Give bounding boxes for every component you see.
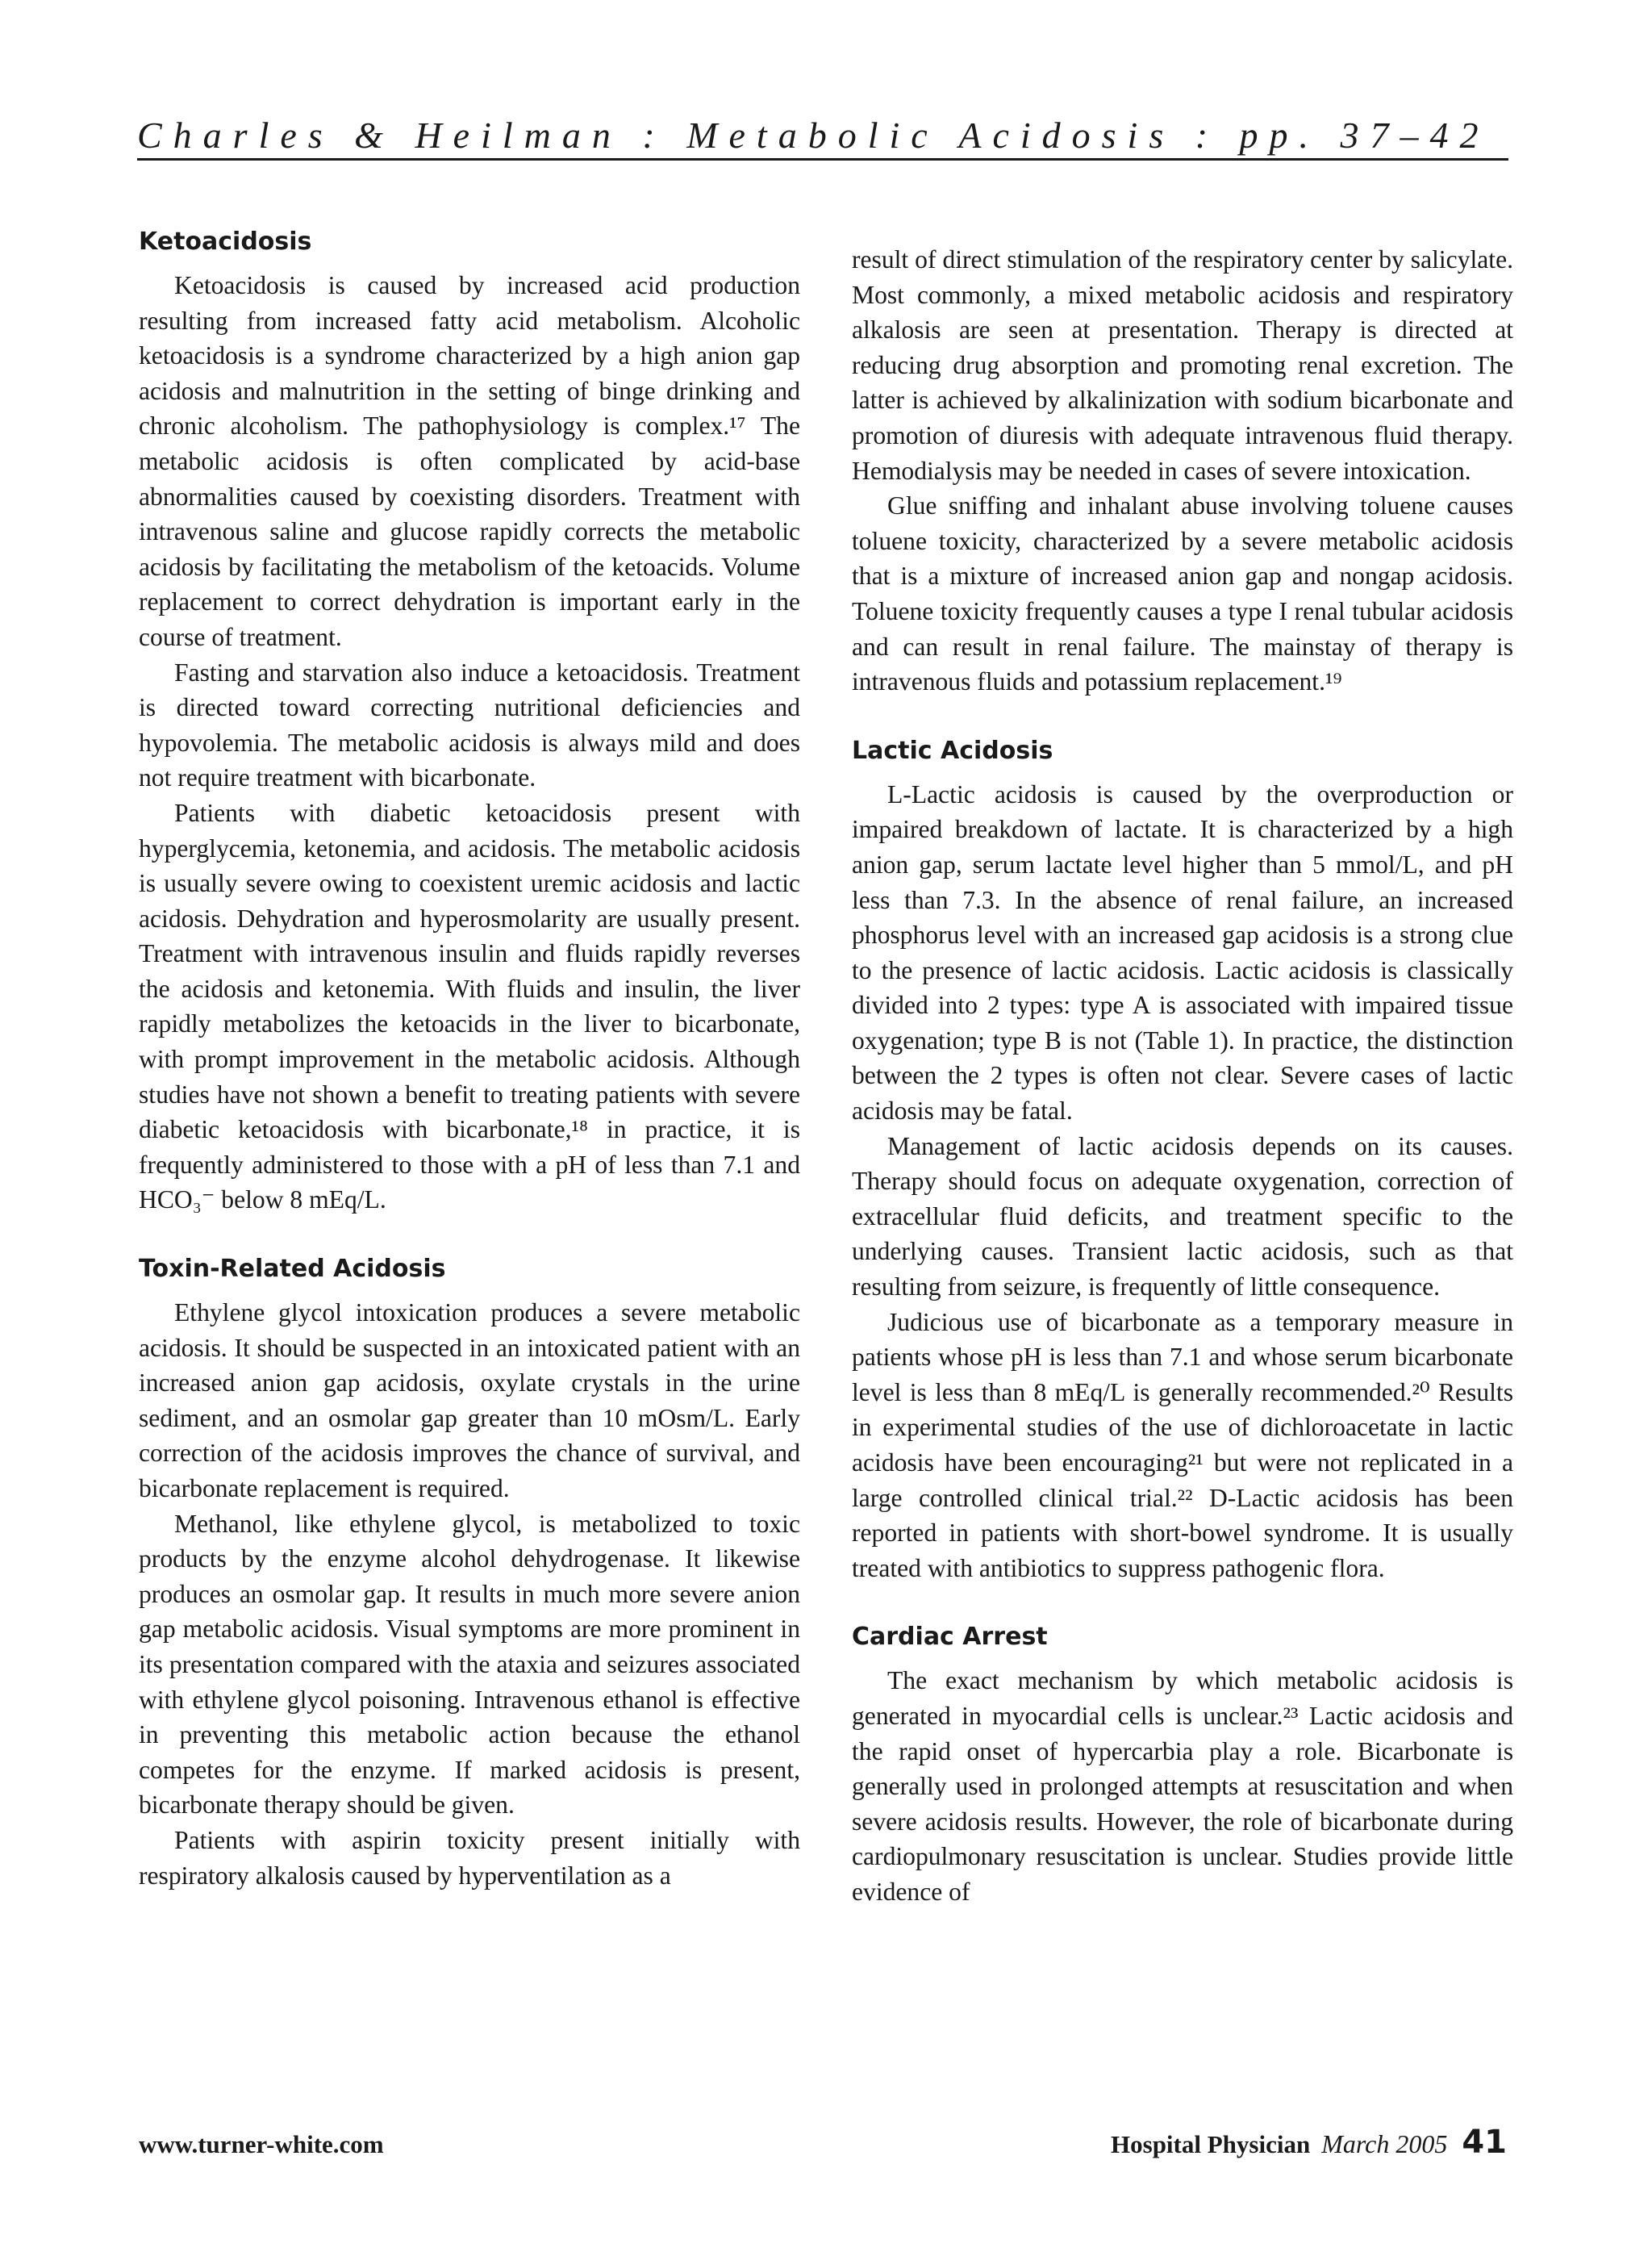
right-column	[852, 242, 1513, 1910]
footer-issue-date: March 2005	[1321, 2129, 1448, 2158]
page-number: 41	[1462, 2124, 1507, 2161]
paragraph: Judicious use of bicarbonate as a temporary measure in patients whose pH is less than 7.1 and whose serum bicarbonate level is less than 8 mEq/L is generally recommended.²⁰ Results in experimental studies of the use of dichloroacetate in lactic acidosis have been encouraging²¹ but were not replicated in a large controlled clinical trial.²² D-Lactic acidosis has been reported in patients with short-bowel syndrome. It is usually treated with antibiotics to suppress pathogenic flora.	[852, 1307, 1513, 1582]
heading-cardiac-arrest: Cardiac Arrest	[852, 1623, 1048, 1652]
paragraph: Patients with diabetic ketoacidosis present with hyperglycemia, ketonemia, and acidosis. The metabolic acidosis is usually severe owing to coexistent uremic acidosis and lactic acidosis. Dehydration and hyperosmolarity are usually present. Treatment with intravenous insulin and fluids rapidly reverses the acidosis and ketonemia. With fluids and insulin, the liver rapidly metabolizes the ketoacids in the liver to bicarbonate, with prompt improvement in the metabolic acidosis. Although studies have not shown a benefit to treating patients with severe diabetic ketoacidosis with bicarbonate,¹⁸ in practice, it is frequently administered to those with a pH of less than 7.1 and HCO₃⁻ below 8 mEq/L.	[139, 798, 800, 1214]
paragraph: Fasting and starvation also induce a ketoacidosis. Treatment is directed toward correcting nutritional deficiencies and hypovolemia. The metabolic acidosis is always mild and does not require treatment with bicarbonate.	[139, 658, 800, 792]
paragraph: Methanol, like ethylene glycol, is metabolized to toxic products by the enzyme alcohol dehydrogenase. It likewise produces an osmolar gap. It results in much more severe anion gap metabolic acidosis. Visual symptoms are more prominent in its presentation compared with the ataxia and seizures associated with ethylene glycol poisoning. Intravenous ethanol is effective in preventing this metabolic action because the ethanol competes for the enzyme. If marked acidosis is present, bicarbonate therapy should be given.	[139, 1509, 800, 1819]
left-column	[139, 224, 800, 1893]
heading-lactic-acidosis: Lactic Acidosis	[852, 736, 1053, 765]
footer-citation	[1111, 2122, 1507, 2170]
footer-url: www.turner-white.com	[139, 2130, 384, 2158]
running-head-title: Charles & Heilman : Metabolic Acidosis : pp. 37–42	[137, 115, 1490, 156]
paragraph: Management of lactic acidosis depends on its causes. Therapy should focus on adequate oxygenation, correction of extracellular fluid deficits, and treatment specific to the underlying causes. Transient lactic acidosis, such as that resulting from seizure, is frequently of little consequence.	[852, 1131, 1513, 1301]
paragraph-continued: result of direct stimulation of the respiratory center by salicylate. Most commonly, a mixed metabolic acidosis and respiratory alkalosis are seen at presentation. Therapy is directed at reducing drug absorption and promoting renal excretion. The latter is achieved by alkalinization with sodium bicarbonate and promotion of diuresis with adequate intravenous fluid therapy. Hemodialysis may be needed in cases of severe intoxication.	[852, 245, 1513, 485]
paragraph: The exact mechanism by which metabolic acidosis is generated in myocardial cells is unclear.²³ Lactic acidosis and the rapid onset of hypercarbia play a role. Bicarbonate is generally used in prolonged attempts at resuscitation and when severe acidosis results. However, the role of bicarbonate during cardiopulmonary resuscitation is unclear. Studies provide little evidence of	[852, 1666, 1513, 1906]
paragraph: Glue sniffing and inhalant abuse involving toluene causes toluene toxicity, characterized by a severe metabolic acidosis that is a mixture of increased anion gap and nongap acidosis. Toluene toxicity frequently causes a type I renal tubular acidosis and can result in renal failure. The mainstay of therapy is intravenous fluids and potassium replacement.¹⁹	[852, 491, 1513, 696]
header-rule	[137, 158, 1508, 161]
footer-journal: Hospital Physician	[1111, 2130, 1311, 2158]
paragraph: L-Lactic acidosis is caused by the overproduction or impaired breakdown of lactate. It is characterized by a high anion gap, serum lactate level higher than 5 mmol/L, and pH less than 7.3. In the absence of renal failure, an increased phosphorus level with an increased gap acidosis is a strong clue to the presence of lactic acidosis. Lactic acidosis is classically divided into 2 types: type A is associated with impaired tissue oxygenation; type B is not (Table 1). In practice, the distinction between the 2 types is often not clear. Severe cases of lactic acidosis may be fatal.	[852, 779, 1513, 1126]
paragraph: Patients with aspirin toxicity present initially with respiratory alkalosis caused by hyperventilation as a	[139, 1825, 800, 1890]
heading-ketoacidosis: Ketoacidosis	[139, 228, 312, 256]
heading-toxin-related-acidosis: Toxin-Related Acidosis	[139, 1255, 446, 1284]
paragraph: Ketoacidosis is caused by increased acid production resulting from increased fatty acid metabolism. Alcoholic ketoacidosis is a syndrome characterized by a high anion gap acidosis and malnutrition in the setting of binge drinking and chronic alcoholism. The pathophysiology is complex.¹⁷ The metabolic acidosis is often complicated by acid-base abnormalities caused by coexisting disorders. Treatment with intravenous saline and glucose rapidly corrects the metabolic acidosis by facilitating the metabolism of the ketoacids. Volume replacement to correct dehydration is important early in the course of treatment.	[139, 271, 800, 651]
paragraph: Ethylene glycol intoxication produces a severe metabolic acidosis. It should be suspected in an intoxicated patient with an increased anion gap acidosis, oxylate crystals in the urine sediment, and an osmolar gap greater than 10 mOsm/L. Early correction of the acidosis improves the chance of survival, and bicarbonate replacement is required.	[139, 1298, 800, 1502]
